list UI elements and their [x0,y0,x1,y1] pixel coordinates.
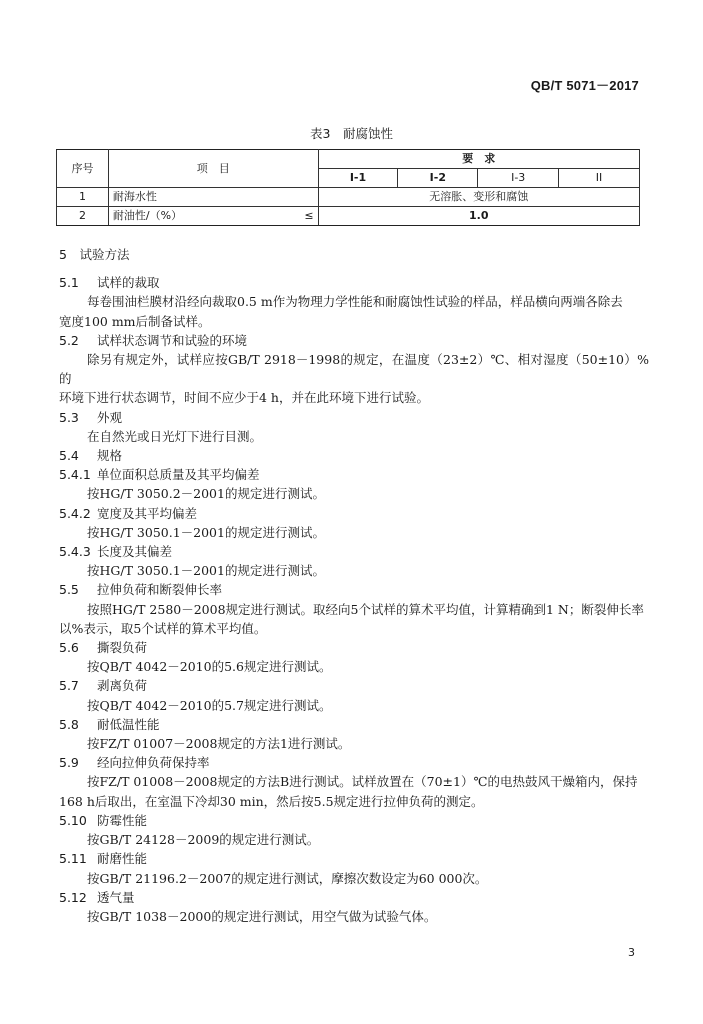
clause-text: 按HG/T 3050.2－2001的规定进行测试。 [87,486,325,502]
clause-text: 按FZ/T 01008－2008规定的方法B进行测试。试样放置在（70±1）℃的电热鼓风干燥箱内，保持 [87,774,638,790]
grade-ii: II [559,169,640,188]
header-item: 项 目 [108,150,318,188]
row-seq: 1 [57,188,109,207]
clause-5-10: 5.10 防霉性能 [59,812,148,828]
row-value: 1.0 [318,207,639,226]
clause-text: 除另有规定外，试样应按GB/T 2918－1998的规定，在温度（23±2）℃、相对湿度（50±10）%的 [59,352,649,387]
clause-5-2: 5.2 试样状态调节和试验的环境 [59,332,248,348]
clause-5-12: 5.12 透气量 [59,889,135,905]
clause-5-5: 5.5 拉伸负荷和断裂伸长率 [59,582,223,598]
table-row [57,207,640,226]
clause-text: 按QB/T 4042－2010的5.7规定进行测试。 [87,697,332,713]
table-caption: 表3 耐腐蚀性 [310,126,393,141]
clause-text: 按GB/T 1038－2000的规定进行测试，用空气做为试验气体。 [87,908,437,924]
row-item: 耐海水性 [108,188,318,207]
grade-i1: I-1 [318,169,398,188]
clause-text: 环境下进行状态调节，时间不应少于4 h，并在此环境下进行试验。 [59,390,429,406]
clause-5-4-2: 5.4.2 宽度及其平均偏差 [59,505,198,521]
clause-5-3: 5.3 外观 [59,409,123,425]
clause-5-4: 5.4 规格 [59,448,123,464]
clause-text: 在自然光或日光灯下进行目测。 [87,428,263,444]
clause-text: 按GB/T 21196.2－2007的规定进行测试，摩擦次数设定为60 000次。 [87,870,488,886]
row-comparator: ≤ [304,209,314,222]
row-item: 耐油性/（%） [112,209,183,222]
clause-text: 按FZ/T 01007－2008规定的方法1进行测试。 [87,736,351,752]
clause-text: 按HG/T 3050.1－2001的规定进行测试。 [87,563,325,579]
clause-text: 按GB/T 24128－2009的规定进行测试。 [87,832,320,848]
clause-text: 168 h后取出，在室温下冷却30 min，然后按5.5规定进行拉伸负荷的测定。 [59,793,484,809]
clause-text: 宽度100 mm后制备试样。 [59,313,211,329]
clause-text: 按照HG/T 2580－2008规定进行测试。取经向5个试样的算术平均值，计算精确到1 N；断裂伸长率 [87,601,644,617]
grade-i2: I-2 [398,169,478,188]
clause-5-6: 5.6 撕裂负荷 [59,640,148,656]
clause-5-11: 5.11 耐磨性能 [59,851,148,867]
row-value: 无溶胀、变形和腐蚀 [318,188,639,207]
clause-text: 按HG/T 3050.1－2001的规定进行测试。 [87,524,325,540]
clause-5-4-1: 5.4.1 单位面积总质量及其平均偏差 [59,467,260,483]
clause-text: 按QB/T 4042－2010的5.6规定进行测试。 [87,659,332,675]
test-methods [59,245,649,926]
clause-5-4-3: 5.4.3 长度及其偏差 [59,544,173,560]
corrosion-resistance-table [56,149,640,226]
header-requirement: 要 求 [318,150,639,169]
clause-5-1: 5.1 试样的裁取 [59,275,160,291]
table-row [57,188,640,207]
header-seq: 序号 [57,150,109,188]
row-seq: 2 [57,207,109,226]
row-item-cell [108,207,318,226]
grade-i3: I-3 [478,169,559,188]
clause-5-7: 5.7 剥离负荷 [59,678,148,694]
section-title: 5 试验方法 [59,247,130,262]
clause-text: 以%表示，取5个试样的算术平均值。 [59,620,267,636]
page-number: 3 [628,946,635,959]
standard-code: QB/T 5071－2017 [530,78,639,93]
clause-5-8: 5.8 耐低温性能 [59,716,160,732]
clause-5-9: 5.9 经向拉伸负荷保持率 [59,755,210,771]
clause-text: 每卷围油栏膜材沿经向裁取0.5 m作为物理力学性能和耐腐蚀性试验的样品，样品横向两端各除去 [87,294,623,310]
